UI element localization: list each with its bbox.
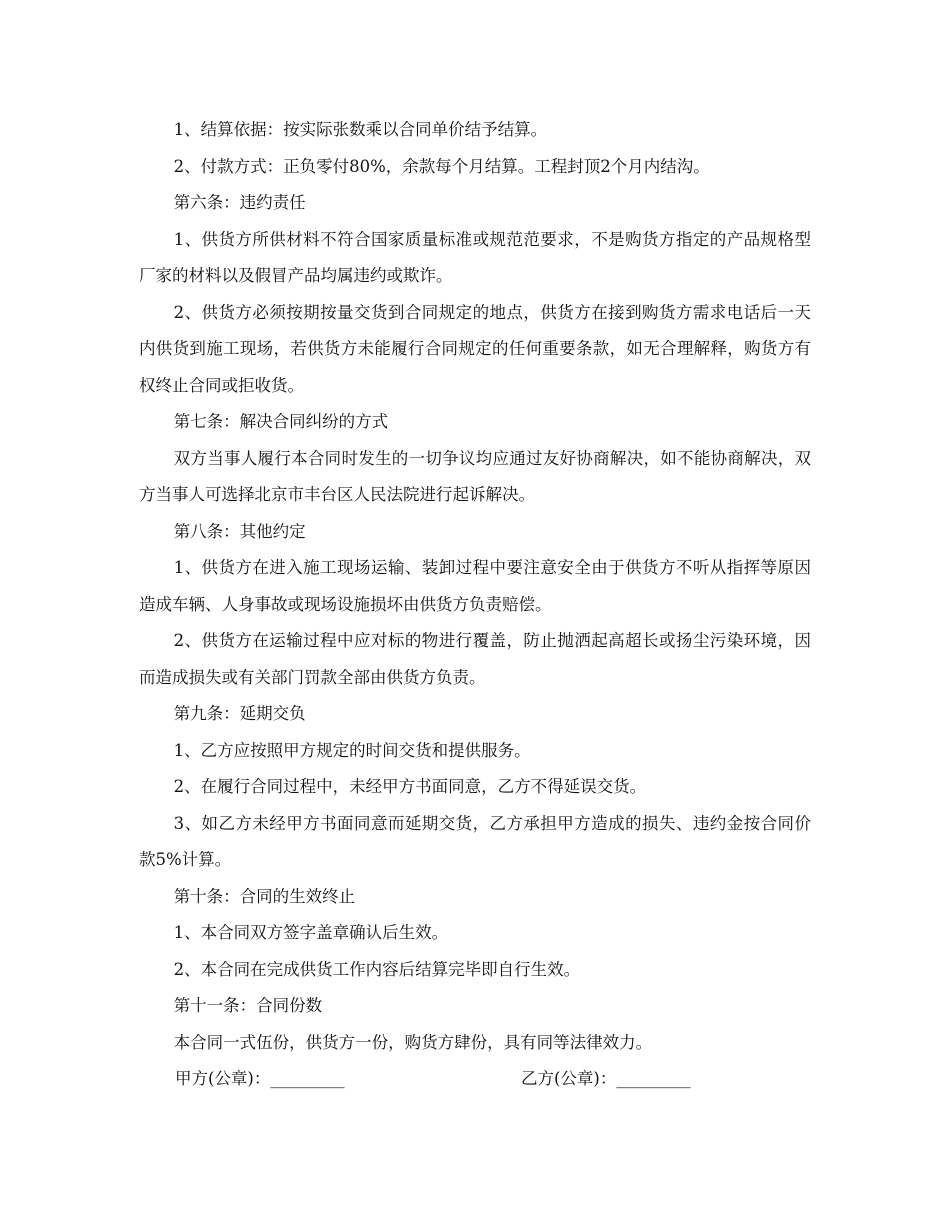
paragraph-other-2: 2、供货方在运输过程中应对标的物进行覆盖，防止抛洒起高超长或扬尘污染环境，因而造成损失或有关部门罚款全部由供货方负责。 bbox=[139, 631, 811, 687]
signature-row bbox=[139, 1061, 811, 1097]
heading-article-6: 第六条：违约责任 bbox=[173, 193, 306, 212]
paragraph-effect-1: 1、本合同双方签字盖章确认后生效。 bbox=[173, 923, 449, 942]
paragraph-settlement-basis: 1、结算依据：按实际张数乘以合同单价结予结算。 bbox=[173, 120, 548, 139]
party-a-seal-line: 甲方(公章)：_________ bbox=[175, 1069, 345, 1088]
paragraph-delay-1: 1、乙方应按照甲方规定的时间交货和提供服务。 bbox=[173, 740, 531, 760]
party-b-seal-line: 乙方(公章)：_________ bbox=[521, 1069, 691, 1088]
heading-article-9: 第九条：延期交负 bbox=[173, 704, 306, 723]
contract-page bbox=[139, 112, 811, 1097]
paragraph-payment-method: 2、付款方式：正负零付80%，余款每个月结算。工程封顶2个月内结沟。 bbox=[173, 156, 710, 176]
paragraph-other-1: 1、供货方在进入施工现场运输、装卸过程中要注意安全由于供货方不听从指挥等原因造成车辆、人身事故或现场设施损坏由供货方负责赔偿。 bbox=[139, 558, 811, 614]
heading-article-10: 第十条：合同的生效终止 bbox=[173, 886, 356, 906]
heading-article-11: 第十一条：合同份数 bbox=[173, 996, 323, 1015]
paragraph-delay-3: 3、如乙方未经甲方书面同意而延期交货，乙方承担甲方造成的损失、违约金按合同价款5%计算。 bbox=[139, 813, 811, 869]
paragraph-dispute: 双方当事人履行本合同时发生的一切争议均应通过友好协商解决，如不能协商解决，双方当事人可选择北京市丰台区人民法院进行起诉解决。 bbox=[139, 448, 811, 504]
paragraph-delay-2: 2、在履行合同过程中，未经甲方书面同意，乙方不得延误交货。 bbox=[173, 777, 647, 796]
paragraph-copies: 本合同一式伍份，供货方一份，购货方肆份，具有同等法律效力。 bbox=[173, 1032, 653, 1052]
heading-article-7: 第七条：解决合同纠纷的方式 bbox=[173, 412, 389, 431]
paragraph-breach-2: 2、供货方必须按期按量交货到合同规定的地点，供货方在接到购货方需求电话后一天内供货到施工现场，若供货方未能履行合同规定的任何重要条款，如无合理解释，购货方有权终止合同或拒收货。 bbox=[139, 302, 811, 395]
paragraph-breach-1: 1、供货方所供材料不符合国家质量标准或规范范要求，不是购货方指定的产品规格型厂家的材料以及假冒产品均属违约或欺诈。 bbox=[139, 229, 811, 285]
heading-article-8: 第八条：其他约定 bbox=[173, 521, 306, 541]
paragraph-effect-2: 2、本合同在完成供货工作内容后结算完毕即自行生效。 bbox=[173, 959, 581, 979]
